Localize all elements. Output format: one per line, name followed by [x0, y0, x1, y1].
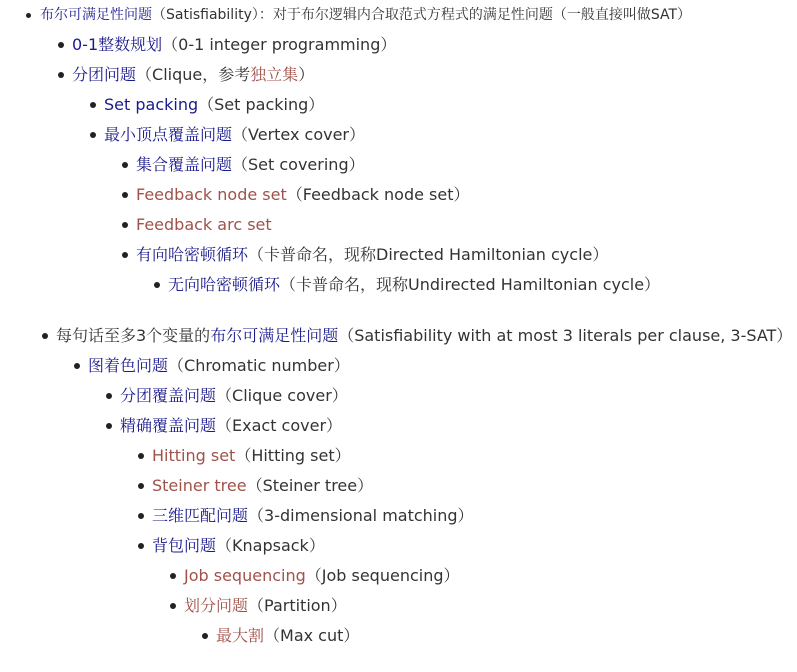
link-set-packing[interactable]: Set packing — [104, 95, 199, 114]
bullet-icon — [154, 282, 160, 288]
list-item-undirected-hamiltonian — [168, 275, 660, 295]
list-item-partition — [184, 596, 347, 616]
item-description: （Vertex cover） — [232, 125, 366, 144]
bullet-icon — [106, 423, 112, 429]
list-item-knapsack — [152, 536, 325, 556]
link-set-covering[interactable]: 集合覆盖问题 — [136, 155, 233, 174]
list-item-clique-cover — [120, 386, 348, 406]
list-item-steiner-tree — [152, 476, 373, 496]
link-exact-cover[interactable]: 精确覆盖问题 — [120, 416, 217, 435]
link-undirected-hamiltonian[interactable]: 无向哈密顿循环 — [168, 275, 281, 294]
list-item-exact-cover — [120, 416, 342, 436]
item-description: （卡普命名，现称Directed Hamiltonian cycle） — [248, 245, 609, 264]
item-description: （Clique cover） — [216, 386, 348, 405]
link-chromatic-number[interactable]: 图着色问题 — [88, 356, 169, 375]
list-item-01-integer-programming — [72, 35, 396, 55]
link-sat-3[interactable]: 布尔可满足性问题 — [210, 326, 339, 345]
item-description: （Clique，参考 — [136, 65, 251, 84]
item-description: （Max cut） — [264, 626, 360, 645]
bullet-icon — [122, 222, 128, 228]
link-feedback-arc-set[interactable]: Feedback arc set — [136, 215, 272, 234]
item-description: （Job sequencing） — [305, 566, 460, 585]
item-description: （Knapsack） — [216, 536, 325, 555]
item-description: （Chromatic number） — [168, 356, 350, 375]
bullet-icon — [58, 42, 64, 48]
list-item-directed-hamiltonian — [136, 245, 608, 265]
item-description: （卡普命名，现称Undirected Hamiltonian cycle） — [280, 275, 661, 294]
link-hitting-set[interactable]: Hitting set — [152, 446, 236, 465]
item-description: （Hitting set） — [235, 446, 351, 465]
list-item-job-sequencing — [184, 566, 460, 586]
link-independent-set[interactable]: 独立集 — [250, 65, 299, 84]
bullet-icon — [138, 513, 144, 519]
item-description: （Steiner tree） — [246, 476, 374, 495]
link-3d-matching[interactable]: 三维匹配问题 — [152, 506, 249, 525]
link-knapsack[interactable]: 背包问题 — [152, 536, 217, 555]
list-item-hitting-set — [152, 446, 351, 466]
list-item-vertex-cover — [104, 125, 365, 145]
bullet-icon — [138, 543, 144, 549]
bullet-icon — [90, 102, 96, 108]
list-item-chromatic-number — [88, 356, 350, 376]
link-sat[interactable]: 布尔可满足性问题 — [40, 7, 152, 23]
link-partition[interactable]: 划分问题 — [184, 596, 249, 615]
list-item-set-covering — [136, 155, 365, 175]
bullet-icon — [122, 162, 128, 168]
list-item-sat — [40, 5, 691, 25]
link-01-integer-programming[interactable]: 0-1整数规划 — [72, 35, 163, 54]
bullet-icon — [106, 393, 112, 399]
bullet-icon — [90, 132, 96, 138]
list-item-max-cut — [216, 626, 359, 646]
item-prefix: 每句话至多3个变量的 — [56, 326, 211, 345]
bullet-icon — [26, 13, 31, 18]
bullet-icon — [42, 333, 48, 339]
bullet-icon — [170, 573, 176, 579]
list-item-3d-matching — [152, 506, 474, 526]
item-description: （Exact cover） — [216, 416, 343, 435]
bullet-icon — [170, 603, 176, 609]
link-clique-cover[interactable]: 分团覆盖问题 — [120, 386, 217, 405]
item-description: （Partition） — [248, 596, 347, 615]
list-item-3sat — [56, 326, 792, 346]
link-directed-hamiltonian[interactable]: 有向哈密顿循环 — [136, 245, 249, 264]
item-description: （3-dimensional matching） — [248, 506, 474, 525]
item-description: （0-1 integer programming） — [162, 35, 397, 54]
bullet-icon — [202, 633, 208, 639]
list-item-set-packing — [104, 95, 324, 115]
item-description: （Set covering） — [232, 155, 365, 174]
item-description: （Feedback node set） — [286, 185, 470, 204]
link-feedback-node-set[interactable]: Feedback node set — [136, 185, 287, 204]
link-job-sequencing[interactable]: Job sequencing — [184, 566, 306, 585]
item-description: （Set packing） — [198, 95, 325, 114]
bullet-icon — [138, 453, 144, 459]
link-steiner-tree[interactable]: Steiner tree — [152, 476, 247, 495]
link-vertex-cover[interactable]: 最小顶点覆盖问题 — [104, 125, 233, 144]
item-description: （Satisfiability with at most 3 literals per clause, 3-SAT） — [338, 326, 793, 345]
list-item-feedback-node-set — [136, 185, 470, 205]
bullet-icon — [122, 252, 128, 258]
bullet-icon — [58, 72, 64, 78]
link-max-cut[interactable]: 最大割 — [216, 626, 265, 645]
bullet-icon — [138, 483, 144, 489]
list-item-feedback-arc-set — [136, 215, 272, 235]
item-description: （Satisfiability）：对于布尔逻辑内合取范式方程式的满足性问题（一般直接叫做SAT） — [152, 7, 692, 23]
bullet-icon — [122, 192, 128, 198]
link-clique[interactable]: 分团问题 — [72, 65, 137, 84]
bullet-icon — [74, 363, 80, 369]
item-description-end: ） — [298, 65, 315, 84]
list-item-clique — [72, 65, 314, 85]
